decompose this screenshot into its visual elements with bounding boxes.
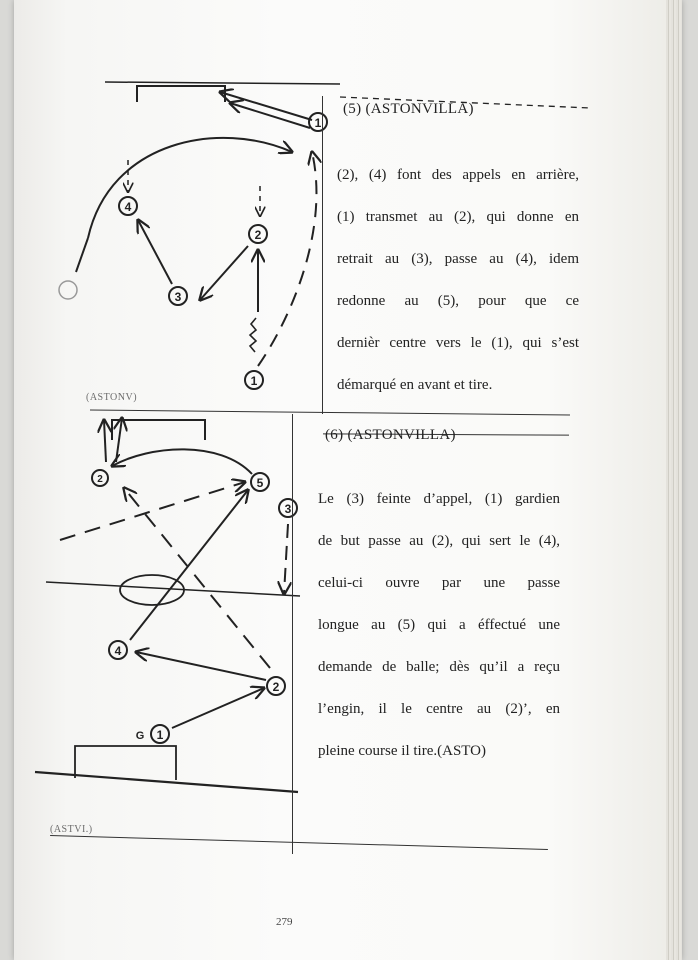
goal-box-6 bbox=[75, 746, 176, 780]
pass-3-to-4-5 bbox=[138, 220, 172, 284]
section6-line-3: celui-ci ouvre par une passe bbox=[318, 575, 560, 591]
section6-line-4: longue au (5) qui a éffectué une bbox=[318, 617, 560, 633]
section6-caption: (ASTVI.) bbox=[50, 824, 93, 835]
section5-title: (5) (ASTONVILLA) bbox=[343, 101, 474, 117]
cross-5-to-2-6 bbox=[112, 449, 252, 474]
run-2-to-goal-6b bbox=[116, 418, 122, 462]
section5-line-3: retrait au (3), passe au (4), idem bbox=[337, 251, 579, 267]
run-2-to-goal-6 bbox=[104, 420, 106, 462]
feint-3-6 bbox=[284, 524, 288, 594]
page-number: 279 bbox=[276, 916, 293, 928]
pass-1-to-2-6 bbox=[172, 688, 264, 728]
diagram-6-labels bbox=[97, 474, 291, 742]
section6-line-2: de but passe au (2), qui sert le (4), bbox=[318, 533, 560, 549]
label-4-6: 4 bbox=[114, 644, 122, 658]
cross-tail-5 bbox=[76, 238, 88, 272]
squiggle-1-5 bbox=[250, 318, 256, 352]
label-1-top-5: 1 bbox=[314, 116, 322, 130]
section6-body bbox=[318, 478, 560, 772]
vertical-divider-top bbox=[322, 96, 323, 414]
dashed-2-to-top-6 bbox=[124, 488, 270, 668]
section5-line-6: démarqué en avant et tire. bbox=[337, 377, 493, 393]
section5-line-1: (2), (4) font des appels en arrière, bbox=[337, 167, 579, 183]
label-g-6: G bbox=[135, 730, 145, 742]
byline-6 bbox=[35, 772, 298, 792]
section5-line-5: dernièr centre vers le (1), qui s’est bbox=[337, 335, 579, 351]
goal-line-5 bbox=[105, 82, 340, 84]
label-3-5: 3 bbox=[174, 290, 182, 304]
label-5-6: 5 bbox=[256, 476, 264, 490]
section6-line-1: Le (3) feinte d’appel, (1) gardien bbox=[318, 491, 560, 507]
section6-line-7: pleine course il tire.(ASTO) bbox=[318, 743, 487, 759]
section6-title: (6) (ASTONVILLA) bbox=[325, 427, 456, 443]
label-1-bottom-5: 1 bbox=[250, 374, 258, 388]
section5-line-2: (1) transmet au (2), qui donne en bbox=[337, 209, 579, 225]
section5-line-4: redonne au (5), pour que ce bbox=[337, 293, 579, 309]
goal-5 bbox=[137, 86, 225, 102]
cross-curve-5 bbox=[88, 138, 292, 238]
label-2-5: 2 bbox=[254, 228, 262, 242]
run-1-dashed-5 bbox=[258, 152, 316, 366]
shot-arrow-5a bbox=[220, 92, 312, 120]
pass-2-to-3-5 bbox=[200, 246, 248, 300]
section6-line-5: demande de balle; dès qu’il a reçu bbox=[318, 659, 560, 675]
label-3-6: 3 bbox=[284, 502, 292, 516]
pass-2-to-4-6 bbox=[136, 652, 266, 680]
player-5-faded-5 bbox=[59, 281, 77, 299]
vertical-divider-bottom bbox=[292, 414, 293, 854]
label-1-6: 1 bbox=[156, 728, 164, 742]
long-dashed-left-6 bbox=[60, 482, 245, 540]
center-circle-6 bbox=[120, 575, 184, 605]
section6-line-6: l’engin, il le centre au (2)’, en bbox=[318, 701, 560, 717]
label-4-5: 4 bbox=[124, 200, 132, 214]
label-2-6: 2 bbox=[272, 680, 280, 694]
goal-6 bbox=[112, 420, 205, 440]
section5-body bbox=[337, 154, 579, 406]
section5-caption: (ASTONV) bbox=[86, 392, 138, 403]
label-2-top-6: 2 bbox=[97, 474, 103, 485]
diagram-6 bbox=[35, 418, 300, 792]
